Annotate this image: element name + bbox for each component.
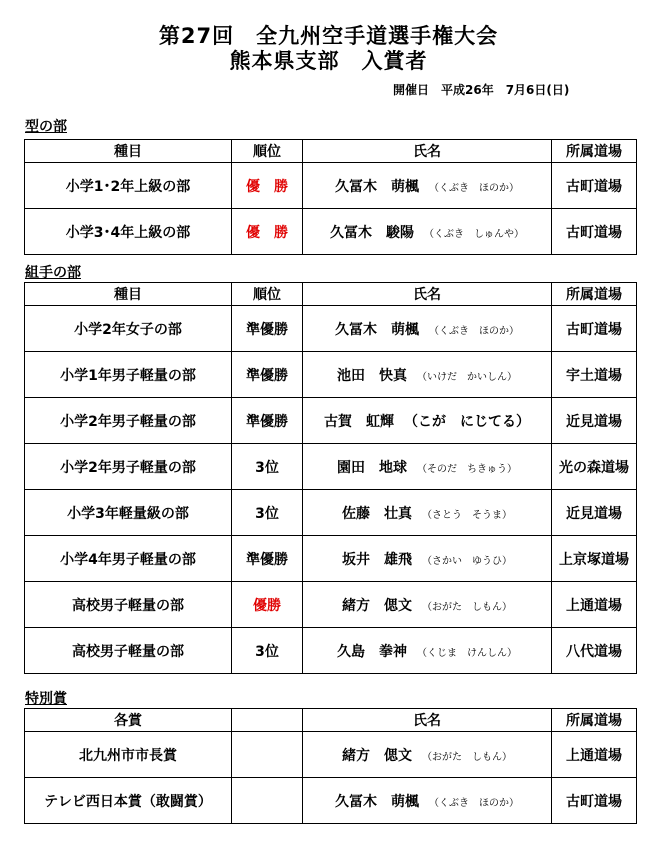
header-name: 氏名 [303, 709, 552, 732]
name-cell [303, 398, 552, 444]
dojo-cell: 近見道場 [552, 398, 637, 444]
table-row [25, 582, 637, 628]
name-cell [303, 732, 552, 778]
name-cell [303, 628, 552, 674]
event-cell: 小学4年男子軽量の部 [25, 536, 232, 582]
athlete-kana: （さとう そうま） [422, 509, 512, 521]
table-header-row [25, 709, 637, 732]
athlete-kana: （いけだ かいしん） [417, 371, 517, 383]
event-cell: 高校男子軽量の部 [25, 628, 232, 674]
table-row [25, 444, 637, 490]
event-cell: 高校男子軽量の部 [25, 582, 232, 628]
event-date: 開催日 平成26年 7月6日(日) [393, 83, 570, 97]
rank-cell: 準優勝 [232, 352, 303, 398]
name-cell [303, 536, 552, 582]
athlete-name: 園田 地球 [337, 459, 407, 476]
rank-cell: 準優勝 [232, 398, 303, 444]
athlete-kana: （くぶき ほのか） [429, 325, 519, 337]
athlete-kana: （そのだ ちきゅう） [417, 463, 517, 475]
athlete-name: 久冨木 萌楓 [335, 178, 419, 195]
event-cell: 小学2年女子の部 [25, 306, 232, 352]
table-row [25, 163, 637, 209]
header-dojo: 所属道場 [552, 283, 637, 306]
table-row [25, 306, 637, 352]
event-cell: 小学2年男子軽量の部 [25, 444, 232, 490]
kata-table [24, 139, 637, 255]
page-title: 第27回 全九州空手道選手権大会 [158, 24, 499, 48]
rank-cell: 準優勝 [232, 536, 303, 582]
event-cell: 小学2年男子軽量の部 [25, 398, 232, 444]
table-row [25, 732, 637, 778]
athlete-name: 坂井 雄飛 [342, 551, 412, 568]
blank-cell [232, 732, 303, 778]
page-subtitle: 熊本県支部 入賞者 [229, 49, 428, 73]
event-cell: 小学1･2年上級の部 [25, 163, 232, 209]
athlete-name: 久島 拳神 [337, 643, 407, 660]
special-table [24, 708, 637, 824]
header-event: 種目 [25, 140, 232, 163]
rank-cell: 優勝 [232, 582, 303, 628]
table-row [25, 628, 637, 674]
dojo-cell: 八代道場 [552, 628, 637, 674]
athlete-kana: （くじま けんしん） [417, 647, 517, 659]
header-award: 各賞 [25, 709, 232, 732]
header-dojo: 所属道場 [552, 709, 637, 732]
rank-cell: 3位 [232, 490, 303, 536]
award-cell: 北九州市市長賞 [25, 732, 232, 778]
table-row [25, 536, 637, 582]
athlete-kana: （こが にじてる） [404, 413, 530, 430]
name-cell [303, 444, 552, 490]
kumite-table [24, 282, 637, 674]
event-cell: 小学3年軽量級の部 [25, 490, 232, 536]
header-blank [232, 709, 303, 732]
dojo-cell: 古町道場 [552, 163, 637, 209]
header-rank: 順位 [232, 283, 303, 306]
header-dojo: 所属道場 [552, 140, 637, 163]
name-cell [303, 209, 552, 255]
section-kata-title: 型の部 [25, 119, 67, 135]
table-row [25, 490, 637, 536]
section-special-title: 特別賞 [25, 691, 67, 707]
athlete-kana: （くぶき ほのか） [429, 182, 519, 194]
athlete-name: 池田 快真 [337, 367, 407, 384]
athlete-kana: （おがた しもん） [422, 601, 512, 613]
name-cell [303, 163, 552, 209]
header-name: 氏名 [303, 140, 552, 163]
name-cell [303, 778, 552, 824]
rank-cell: 3位 [232, 444, 303, 490]
athlete-name: 古賀 虹輝 [324, 413, 394, 430]
dojo-cell: 古町道場 [552, 778, 637, 824]
athlete-kana: （さかい ゆうひ） [422, 555, 512, 567]
dojo-cell: 宇土道場 [552, 352, 637, 398]
athlete-name: 緒方 偲文 [342, 747, 412, 764]
table-row [25, 209, 637, 255]
name-cell [303, 352, 552, 398]
table-row [25, 352, 637, 398]
athlete-name: 久冨木 萌楓 [335, 321, 419, 338]
section-kumite-title: 組手の部 [25, 265, 81, 281]
dojo-cell: 古町道場 [552, 209, 637, 255]
athlete-kana: （くぶき ほのか） [429, 797, 519, 809]
athlete-name: 緒方 偲文 [342, 597, 412, 614]
athlete-kana: （くぶき しゅんや） [424, 228, 524, 240]
table-header-row [25, 140, 637, 163]
dojo-cell: 近見道場 [552, 490, 637, 536]
dojo-cell: 上京塚道場 [552, 536, 637, 582]
dojo-cell: 上通道場 [552, 732, 637, 778]
table-header-row [25, 283, 637, 306]
dojo-cell: 古町道場 [552, 306, 637, 352]
athlete-name: 佐藤 壮真 [342, 505, 412, 522]
dojo-cell: 光の森道場 [552, 444, 637, 490]
table-row [25, 398, 637, 444]
rank-cell: 優 勝 [232, 163, 303, 209]
award-cell: テレビ西日本賞（敢闘賞） [25, 778, 232, 824]
event-cell: 小学3･4年上級の部 [25, 209, 232, 255]
event-cell: 小学1年男子軽量の部 [25, 352, 232, 398]
athlete-name: 久冨木 駿陽 [330, 224, 414, 241]
dojo-cell: 上通道場 [552, 582, 637, 628]
athlete-name: 久冨木 萌楓 [335, 793, 419, 810]
table-row [25, 778, 637, 824]
blank-cell [232, 778, 303, 824]
name-cell [303, 306, 552, 352]
athlete-kana: （おがた しもん） [422, 751, 512, 763]
header-name: 氏名 [303, 283, 552, 306]
header-event: 種目 [25, 283, 232, 306]
rank-cell: 準優勝 [232, 306, 303, 352]
name-cell [303, 490, 552, 536]
header-rank: 順位 [232, 140, 303, 163]
name-cell [303, 582, 552, 628]
rank-cell: 3位 [232, 628, 303, 674]
rank-cell: 優 勝 [232, 209, 303, 255]
